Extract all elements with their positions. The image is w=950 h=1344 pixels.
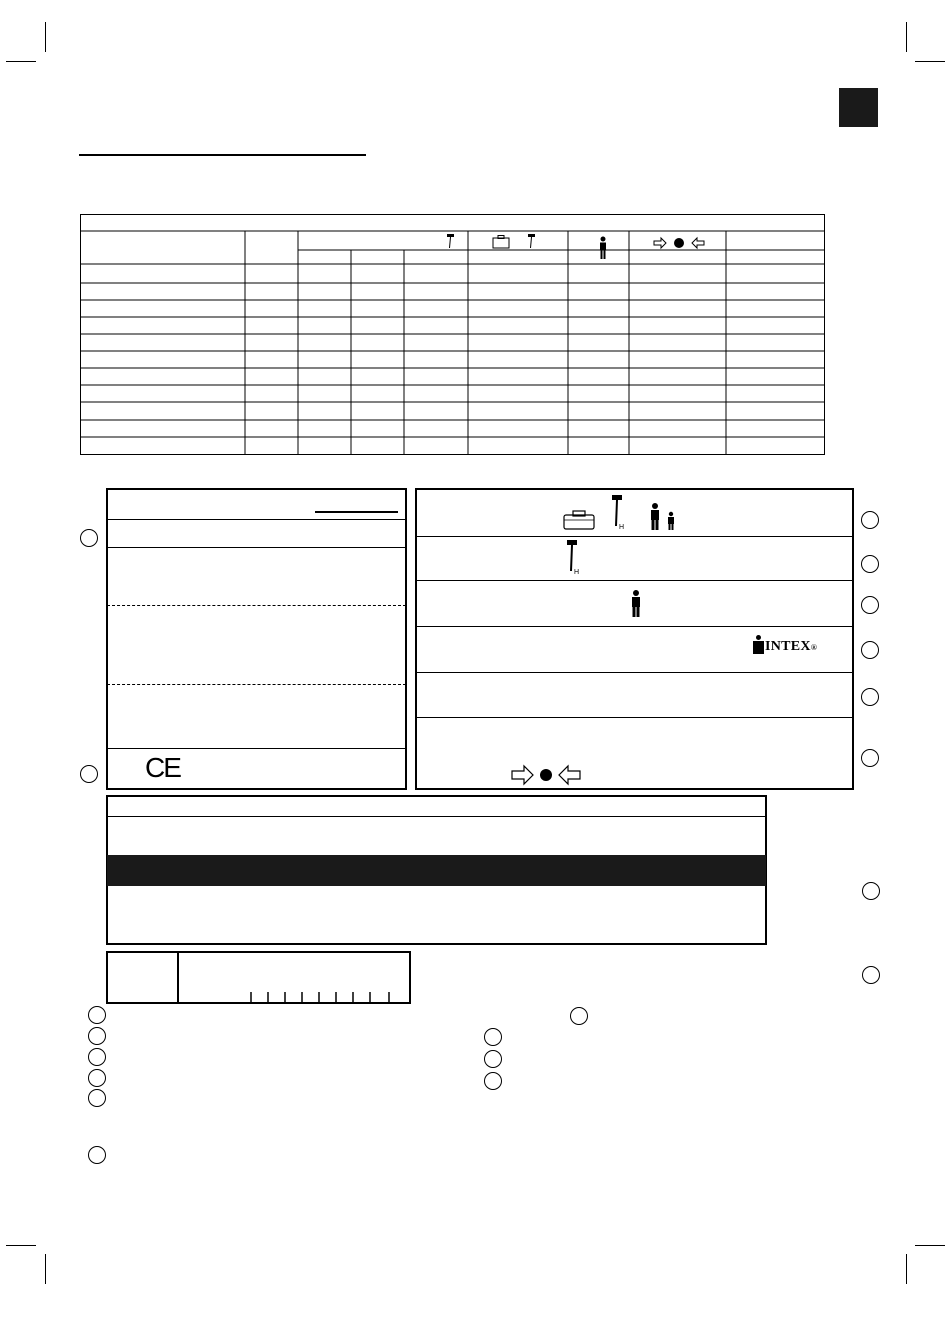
- intex-logo-mark: [753, 641, 764, 654]
- circle-marker-icon: [861, 641, 879, 659]
- intex-logo: [753, 639, 817, 655]
- circle-marker-icon: [570, 1007, 588, 1025]
- circle-marker-icon: [484, 1028, 502, 1046]
- ruler-ticks: [248, 992, 408, 1004]
- wrench-icon: [446, 233, 456, 249]
- circle-marker-icon: [861, 749, 879, 767]
- circle-marker-icon: [861, 555, 879, 573]
- left-label-underline: [315, 511, 398, 513]
- left-label-dashed-1: [107, 605, 406, 606]
- circle-marker-icon: [80, 765, 98, 783]
- ruler-box-divider: [177, 952, 179, 1003]
- person-icon: [630, 590, 642, 618]
- right-label-divider-3: [416, 626, 853, 627]
- circle-marker-icon: [861, 511, 879, 529]
- right-label-divider-5: [416, 717, 853, 718]
- left-label-dashed-2: [107, 684, 406, 685]
- right-label-divider-2: [416, 580, 853, 581]
- circle-marker-icon: [80, 529, 98, 547]
- circle-marker-icon: [484, 1072, 502, 1090]
- bag-icon: [492, 235, 510, 249]
- wrench-icon: [527, 233, 537, 249]
- svg-text:H: H: [619, 524, 625, 531]
- arrows-dot-icon: [511, 765, 581, 785]
- bag-icon: [563, 510, 595, 530]
- circle-marker-icon: [862, 966, 880, 984]
- intex-logo-text: INTEX: [765, 639, 811, 654]
- circle-marker-icon: [88, 1048, 106, 1066]
- circle-marker-icon: [88, 1089, 106, 1107]
- warning-black-band: [107, 855, 766, 886]
- left-label-divider-3: [107, 748, 406, 749]
- wrench-icon: [611, 494, 627, 530]
- circle-marker-icon: [88, 1006, 106, 1024]
- circle-marker-icon: [88, 1146, 106, 1164]
- left-label-divider-2: [107, 547, 406, 548]
- left-label-divider-1: [107, 519, 406, 520]
- svg-text:H: H: [574, 569, 580, 576]
- circle-marker-icon: [484, 1050, 502, 1068]
- circle-marker-icon: [88, 1027, 106, 1045]
- arrows-dot-icon: [653, 237, 705, 249]
- right-label-divider-4: [416, 672, 853, 673]
- wrench-icon: [566, 539, 582, 575]
- ce-mark: CE: [145, 752, 180, 783]
- intex-registered: ®: [810, 642, 818, 652]
- circle-marker-icon: [88, 1069, 106, 1087]
- adult-child-icon: [648, 503, 678, 531]
- circle-marker-icon: [861, 688, 879, 706]
- circle-marker-icon: [862, 882, 880, 900]
- left-label-box: [106, 488, 407, 790]
- right-label-divider-1: [416, 536, 853, 537]
- person-icon: [598, 236, 608, 260]
- circle-marker-icon: [861, 596, 879, 614]
- warning-divider-1: [107, 816, 766, 817]
